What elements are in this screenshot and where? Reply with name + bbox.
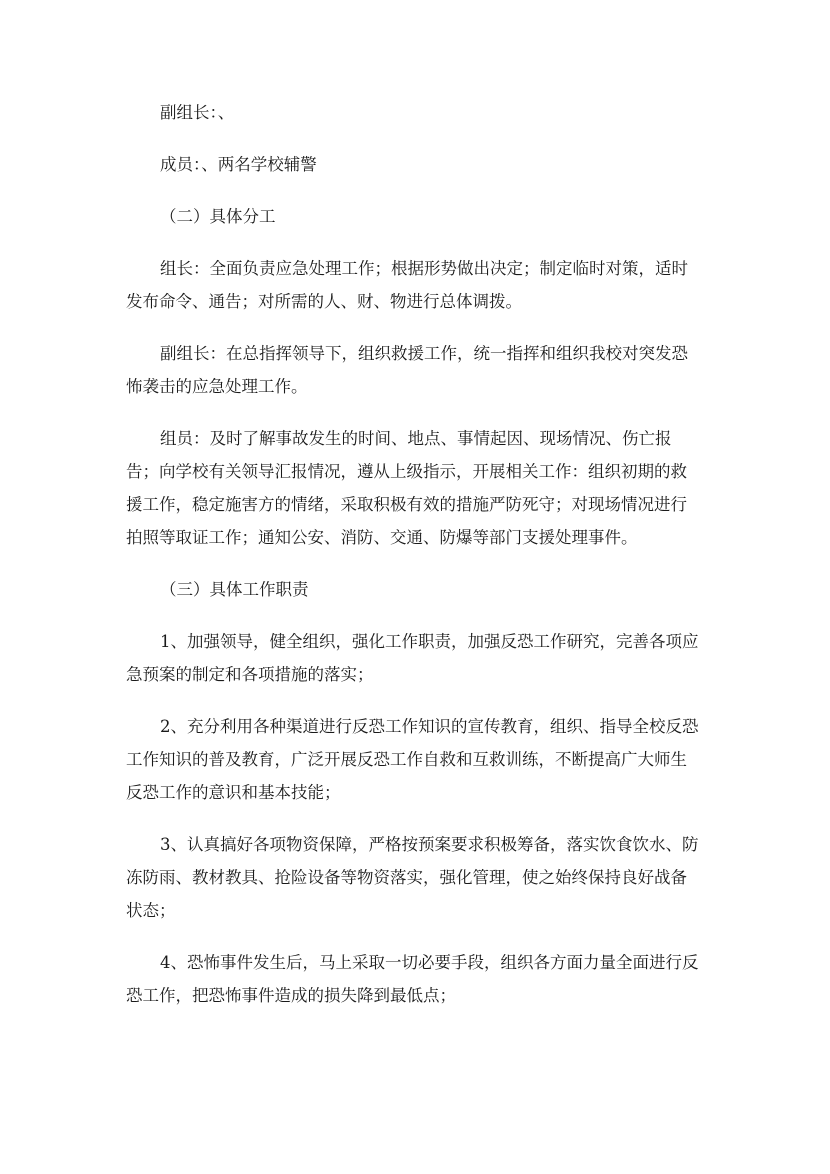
text-line: 恐工作，把恐怖事件造成的损失降到最低点；	[126, 986, 456, 1005]
paragraph	[126, 337, 716, 403]
text-line: 2、充分利用各种渠道进行反恐工作知识的宣传教育，组织、指导全校反恐	[160, 717, 699, 736]
text-line: 怖袭击的应急处理工作。	[126, 377, 308, 396]
section-heading	[126, 573, 716, 606]
text-line: 告；向学校有关领导汇报情况，遵从上级指示，开展相关工作：组织初期的救	[126, 462, 687, 481]
text-line: 副组长：在总指挥领导下，组织救援工作，统一指挥和组织我校对突发恐	[160, 344, 688, 363]
document-body	[126, 96, 716, 1031]
text-line: 反恐工作的意识和基本技能；	[126, 783, 341, 802]
paragraph	[126, 422, 716, 554]
text-line: 3、认真搞好各项物资保障，严格按预案要求积极筹备，落实饮食饮水、防	[160, 835, 699, 854]
text-line: 冻防雨、教材教具、抢险设备等物资落实，强化管理，使之始终保持良好战备	[126, 868, 687, 887]
text-line: 急预案的制定和各项措施的落实；	[126, 665, 374, 684]
text-line: 拍照等取证工作；通知公安、消防、交通、防爆等部门支援处理事件。	[126, 528, 638, 547]
paragraph	[126, 625, 716, 691]
text-line: 状态；	[126, 901, 176, 920]
text-line: 发布命令、通告；对所需的人、财、物进行总体调拨。	[126, 292, 522, 311]
text-line: 组长：全面负责应急处理工作；根据形势做出决定；制定临时对策，适时	[160, 259, 688, 278]
text-line: （三）具体工作职责	[160, 580, 309, 599]
paragraph	[126, 252, 716, 318]
text-line: 援工作，稳定施害方的情绪，采取积极有效的措施严防死守；对现场情况进行	[126, 495, 687, 514]
paragraph	[126, 96, 716, 129]
section-heading	[126, 200, 716, 233]
paragraph	[126, 828, 716, 927]
text-line: 1、加强领导，健全组织，强化工作职责，加强反恐工作研究，完善各项应	[160, 632, 699, 651]
paragraph	[126, 710, 716, 809]
text-line: （二）具体分工	[160, 207, 276, 226]
paragraph	[126, 148, 716, 181]
text-line: 组员：及时了解事故发生的时间、地点、事情起因、现场情况、伤亡报	[160, 429, 672, 448]
text-line: 副组长：、	[160, 103, 235, 122]
text-line: 成员：、两名学校辅警	[160, 155, 317, 174]
text-line: 工作知识的普及教育，广泛开展反恐工作自救和互救训练，不断提高广大师生	[126, 750, 687, 769]
text-line: 4、恐怖事件发生后，马上采取一切必要手段，组织各方面力量全面进行反	[160, 953, 699, 972]
paragraph	[126, 946, 716, 1012]
